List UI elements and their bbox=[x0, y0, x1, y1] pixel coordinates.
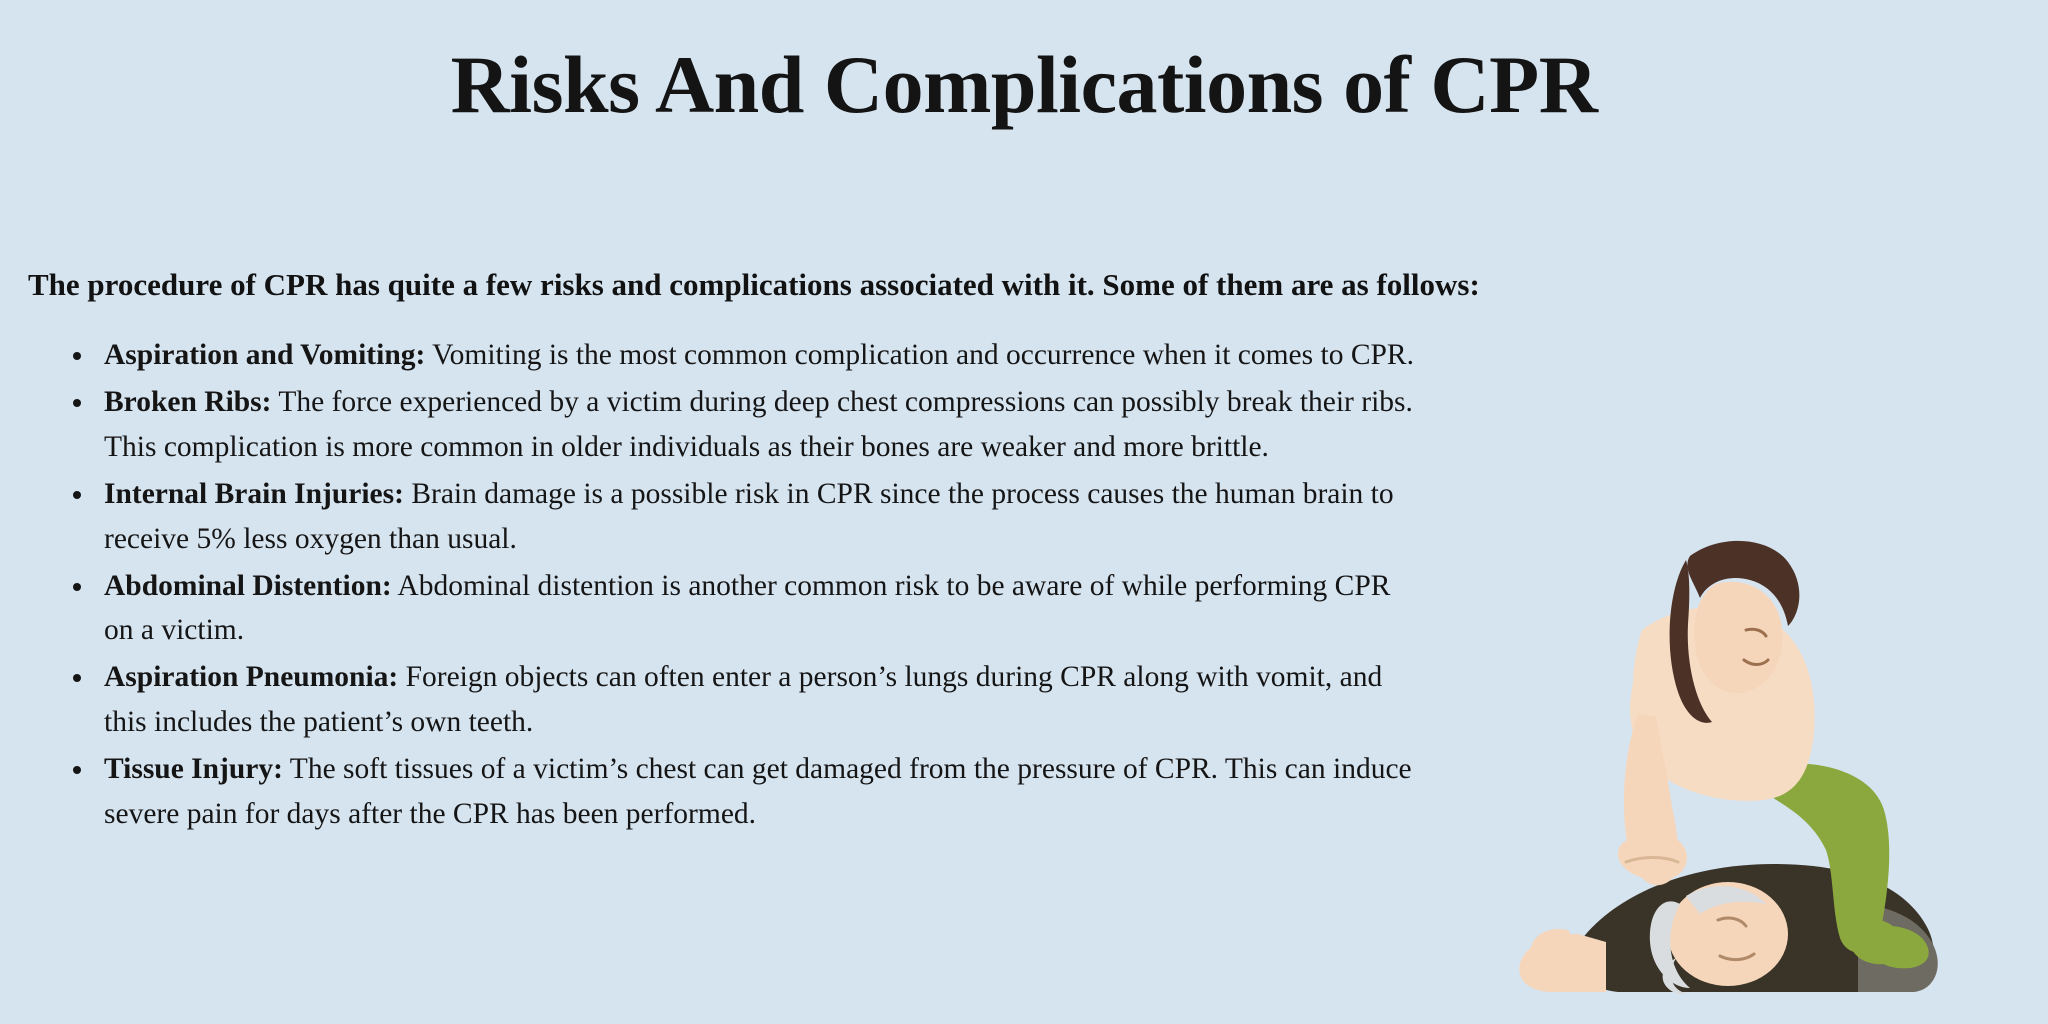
list-item bbox=[96, 472, 1420, 562]
intro-paragraph: The procedure of CPR has quite a few risks and complications associated with it. Some of them are as follows: bbox=[28, 267, 1480, 303]
list-item bbox=[96, 380, 1420, 470]
list-item bbox=[96, 564, 1420, 654]
rescuer-figure bbox=[1618, 541, 1929, 968]
list-item-text: Brain damage is a possible risk in CPR since the process causes the human brain to receive 5% less oxygen than usual. bbox=[104, 477, 1394, 555]
list-item-term: Aspiration and Vomiting: bbox=[104, 339, 426, 372]
list-item-term: Aspiration Pneumonia: bbox=[104, 661, 399, 694]
list-item-text: The force experienced by a victim during deep chest compressions can possibly break their ribs. This complication is more common in older individuals as their bones are weaker and more brittle. bbox=[104, 386, 1413, 464]
list-item-term: Internal Brain Injuries: bbox=[104, 477, 404, 510]
list-item bbox=[96, 655, 1420, 745]
list-item bbox=[96, 747, 1420, 837]
list-item-text: The soft tissues of a victim’s chest can get damaged from the pressure of CPR. This can induce severe pain for days after the CPR has been performed. bbox=[104, 752, 1412, 830]
list-item-text: Foreign objects can often enter a person’s lungs during CPR along with vomit, and this includes the patient’s own teeth. bbox=[104, 661, 1383, 739]
victim-figure bbox=[1519, 864, 1937, 994]
list-item-text: Abdominal distention is another common risk to be aware of while performing CPR on a victim. bbox=[104, 569, 1391, 647]
risk-list bbox=[0, 305, 1420, 836]
list-item-term: Abdominal Distention: bbox=[104, 569, 392, 602]
list-item bbox=[96, 333, 1420, 378]
list-item-term: Broken Ribs: bbox=[104, 386, 272, 419]
cpr-illustration bbox=[1428, 464, 2048, 1024]
list-item-term: Tissue Injury: bbox=[104, 752, 283, 785]
list-item-text: Vomiting is the most common complication and occurrence when it comes to CPR. bbox=[425, 339, 1414, 372]
page-title: Risks And Complications of CPR bbox=[450, 39, 1598, 130]
